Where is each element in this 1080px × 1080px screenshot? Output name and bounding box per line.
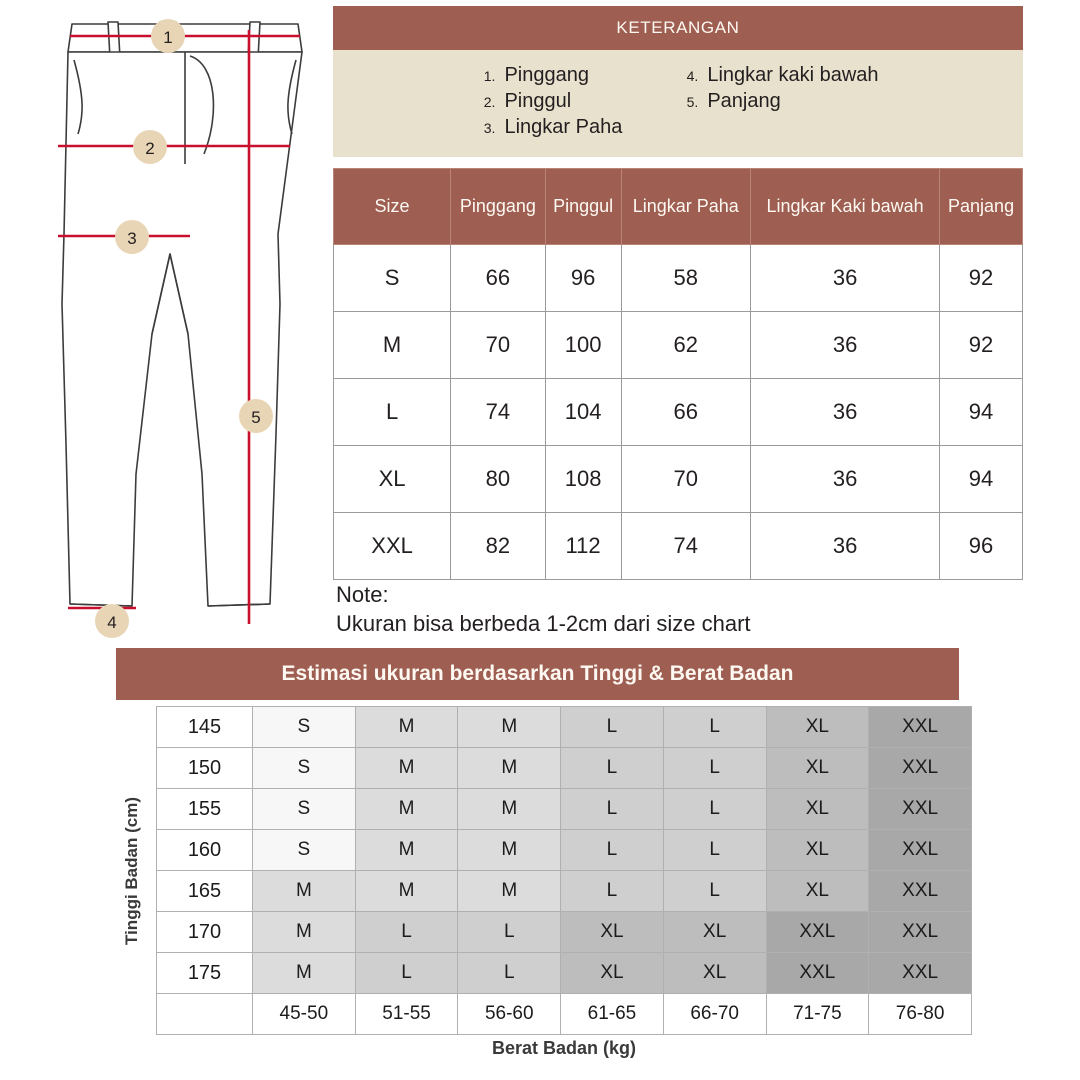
keterangan-item bbox=[680, 90, 878, 113]
estimation-size-cell: M bbox=[355, 830, 458, 871]
estimation-size-cell: M bbox=[355, 871, 458, 912]
estimation-y-axis-label bbox=[112, 706, 152, 1036]
size-table-header-cell: Size bbox=[334, 169, 451, 245]
estimation-y-axis-text: Tinggi Badan (cm) bbox=[122, 797, 142, 945]
pants-illustration bbox=[40, 4, 330, 654]
estimation-size-cell: XXL bbox=[869, 953, 972, 994]
estimation-size-cell: M bbox=[253, 871, 356, 912]
estimation-size-cell: L bbox=[663, 748, 766, 789]
keterangan-title: KETERANGAN bbox=[333, 6, 1023, 50]
estimation-size-cell: L bbox=[561, 789, 664, 830]
estimation-size-cell: XL bbox=[766, 707, 869, 748]
measurement-cell: 80 bbox=[451, 446, 546, 513]
size-label-cell: M bbox=[334, 312, 451, 379]
size-table-header-cell: Panjang bbox=[940, 169, 1023, 245]
keterangan-item-number: 5. bbox=[686, 94, 699, 110]
measurement-cell: 36 bbox=[751, 513, 940, 580]
keterangan-item-label: Pinggul bbox=[504, 90, 572, 112]
estimation-x-axis-label: Berat Badan (kg) bbox=[491, 1038, 637, 1058]
size-table-header-row bbox=[334, 169, 1023, 245]
measurement-cell: 66 bbox=[451, 245, 546, 312]
keterangan-panel bbox=[333, 6, 1023, 157]
estimation-size-cell: XXL bbox=[869, 707, 972, 748]
callout-label-4: 4 bbox=[107, 613, 117, 632]
keterangan-item-number: 3. bbox=[483, 120, 496, 136]
weight-range-cell: 61-65 bbox=[561, 994, 664, 1035]
keterangan-item bbox=[477, 116, 622, 139]
height-label-cell: 175 bbox=[157, 953, 253, 994]
keterangan-item-label: Lingkar Paha bbox=[504, 116, 623, 138]
measurement-cell: 36 bbox=[751, 245, 940, 312]
estimation-size-cell: L bbox=[458, 953, 561, 994]
weight-range-cell: 51-55 bbox=[355, 994, 458, 1035]
pants-outline bbox=[62, 22, 302, 606]
estimation-row bbox=[157, 707, 972, 748]
height-label-cell: 170 bbox=[157, 912, 253, 953]
estimation-section bbox=[120, 706, 980, 1058]
height-label-cell: 145 bbox=[157, 707, 253, 748]
table-row bbox=[334, 312, 1023, 379]
size-table-header-cell: Lingkar Kaki bawah bbox=[751, 169, 940, 245]
keterangan-item-number: 4. bbox=[686, 68, 699, 84]
estimation-size-cell: XL bbox=[663, 953, 766, 994]
keterangan-item bbox=[477, 64, 622, 87]
estimation-size-cell: XL bbox=[766, 748, 869, 789]
measurement-cell: 112 bbox=[545, 513, 621, 580]
weight-range-row bbox=[157, 994, 972, 1035]
keterangan-item-number: 2. bbox=[483, 94, 496, 110]
table-row bbox=[334, 245, 1023, 312]
estimation-size-cell: M bbox=[458, 789, 561, 830]
size-table-header-cell: Pinggul bbox=[545, 169, 621, 245]
estimation-size-cell: L bbox=[561, 748, 664, 789]
estimation-size-cell: XL bbox=[766, 789, 869, 830]
estimation-size-cell: L bbox=[663, 830, 766, 871]
estimation-row bbox=[157, 953, 972, 994]
keterangan-item-label: Lingkar kaki bawah bbox=[707, 64, 879, 86]
keterangan-body bbox=[333, 50, 1023, 157]
size-chart-table bbox=[333, 168, 1023, 580]
estimation-row bbox=[157, 748, 972, 789]
estimation-size-cell: L bbox=[355, 912, 458, 953]
measurement-cell: 94 bbox=[940, 379, 1023, 446]
size-label-cell: XL bbox=[334, 446, 451, 513]
estimation-size-cell: L bbox=[458, 912, 561, 953]
estimation-row bbox=[157, 871, 972, 912]
estimation-size-cell: L bbox=[663, 707, 766, 748]
size-label-cell: XXL bbox=[334, 513, 451, 580]
estimation-size-cell: M bbox=[355, 789, 458, 830]
measurement-cell: 92 bbox=[940, 245, 1023, 312]
measurement-cell: 108 bbox=[545, 446, 621, 513]
size-table-header-cell: Lingkar Paha bbox=[621, 169, 751, 245]
estimation-size-cell: XXL bbox=[869, 789, 972, 830]
estimation-size-cell: XXL bbox=[869, 748, 972, 789]
size-label-cell: S bbox=[334, 245, 451, 312]
estimation-size-cell: XL bbox=[561, 912, 664, 953]
estimation-size-cell: M bbox=[458, 871, 561, 912]
keterangan-item-number: 1. bbox=[483, 68, 496, 84]
measurement-cell: 36 bbox=[751, 312, 940, 379]
estimation-size-cell: M bbox=[458, 748, 561, 789]
note-block bbox=[336, 580, 751, 639]
estimation-size-cell: M bbox=[253, 953, 356, 994]
estimation-size-cell: S bbox=[253, 707, 356, 748]
size-label-cell: L bbox=[334, 379, 451, 446]
callout-label-2: 2 bbox=[145, 139, 155, 158]
measurement-cell: 100 bbox=[545, 312, 621, 379]
keterangan-column-left bbox=[477, 64, 622, 139]
weight-range-cell: 56-60 bbox=[458, 994, 561, 1035]
estimation-size-cell: L bbox=[355, 953, 458, 994]
note-label: Note: bbox=[336, 582, 389, 607]
estimation-size-cell: XL bbox=[766, 871, 869, 912]
measurement-cell: 96 bbox=[940, 513, 1023, 580]
weight-range-cell: 45-50 bbox=[253, 994, 356, 1035]
note-text: Ukuran bisa berbeda 1-2cm dari size chart bbox=[336, 611, 751, 637]
callout-label-1: 1 bbox=[163, 28, 173, 47]
callout-label-3: 3 bbox=[127, 229, 137, 248]
measurement-cell: 94 bbox=[940, 446, 1023, 513]
callout-label-5: 5 bbox=[251, 408, 261, 427]
keterangan-item bbox=[680, 64, 878, 87]
table-row bbox=[334, 379, 1023, 446]
estimation-row bbox=[157, 830, 972, 871]
estimation-size-cell: XXL bbox=[766, 953, 869, 994]
estimation-size-cell: M bbox=[355, 707, 458, 748]
measurement-cell: 92 bbox=[940, 312, 1023, 379]
estimation-row bbox=[157, 789, 972, 830]
measurement-cell: 36 bbox=[751, 379, 940, 446]
estimation-size-cell: L bbox=[663, 789, 766, 830]
measurement-cell: 70 bbox=[451, 312, 546, 379]
keterangan-item bbox=[477, 90, 622, 113]
estimation-size-cell: L bbox=[561, 830, 664, 871]
height-label-cell: 165 bbox=[157, 871, 253, 912]
weight-range-cell: 71-75 bbox=[766, 994, 869, 1035]
height-label-cell: 155 bbox=[157, 789, 253, 830]
height-label-cell: 160 bbox=[157, 830, 253, 871]
estimation-size-cell: XL bbox=[663, 912, 766, 953]
estimation-size-cell: L bbox=[561, 871, 664, 912]
weight-range-cell: 66-70 bbox=[663, 994, 766, 1035]
table-row bbox=[334, 513, 1023, 580]
estimation-size-cell: XL bbox=[561, 953, 664, 994]
estimation-size-cell: XXL bbox=[869, 830, 972, 871]
measurement-cell: 70 bbox=[621, 446, 751, 513]
keterangan-item-label: Pinggang bbox=[504, 64, 589, 86]
keterangan-item-label: Panjang bbox=[707, 90, 781, 112]
estimation-size-cell: S bbox=[253, 748, 356, 789]
measurement-cell: 62 bbox=[621, 312, 751, 379]
measurement-cell: 104 bbox=[545, 379, 621, 446]
measurement-cell: 74 bbox=[451, 379, 546, 446]
table-row bbox=[334, 446, 1023, 513]
estimation-size-cell: M bbox=[253, 912, 356, 953]
estimation-table bbox=[156, 706, 972, 1035]
size-table-header-cell: Pinggang bbox=[451, 169, 546, 245]
estimation-title: Estimasi ukuran berdasarkan Tinggi & Berat Badan bbox=[116, 648, 959, 700]
height-label-cell: 150 bbox=[157, 748, 253, 789]
measurement-cell: 82 bbox=[451, 513, 546, 580]
estimation-size-cell: L bbox=[561, 707, 664, 748]
measurement-cell: 96 bbox=[545, 245, 621, 312]
measurement-cell: 36 bbox=[751, 446, 940, 513]
estimation-size-cell: M bbox=[458, 707, 561, 748]
measurement-cell: 66 bbox=[621, 379, 751, 446]
estimation-size-cell: XXL bbox=[869, 912, 972, 953]
estimation-size-cell: XXL bbox=[766, 912, 869, 953]
grid-corner-cell bbox=[157, 994, 253, 1035]
keterangan-column-right bbox=[680, 64, 878, 139]
estimation-size-cell: M bbox=[458, 830, 561, 871]
estimation-size-cell: L bbox=[663, 871, 766, 912]
estimation-size-cell: XXL bbox=[869, 871, 972, 912]
estimation-size-cell: XL bbox=[766, 830, 869, 871]
estimation-row bbox=[157, 912, 972, 953]
weight-range-cell: 76-80 bbox=[869, 994, 972, 1035]
estimation-size-cell: M bbox=[355, 748, 458, 789]
measurement-cell: 58 bbox=[621, 245, 751, 312]
estimation-size-cell: S bbox=[253, 789, 356, 830]
estimation-size-cell: S bbox=[253, 830, 356, 871]
measurement-cell: 74 bbox=[621, 513, 751, 580]
